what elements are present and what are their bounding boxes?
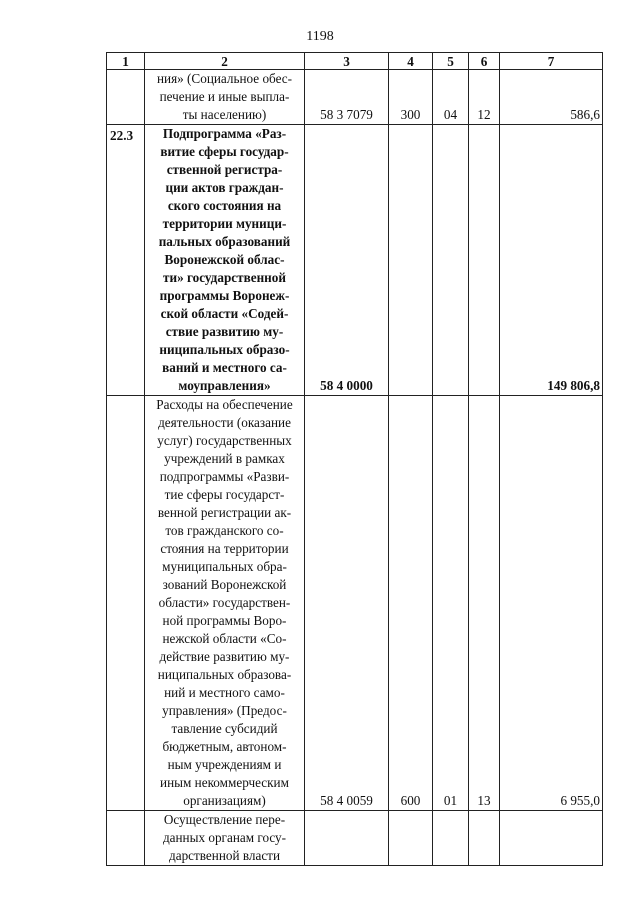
rz-code-cell — [433, 125, 469, 396]
sum-cell — [500, 811, 603, 866]
rz-code-cell — [433, 811, 469, 866]
sum-cell: 6 955,0 — [500, 396, 603, 811]
description-line: ского состояния на — [167, 198, 282, 213]
table-header-row — [107, 53, 603, 70]
description-line: организациям) — [183, 793, 266, 808]
rz-code-cell: 01 — [433, 396, 469, 811]
row-number-cell — [107, 811, 145, 866]
description-cell — [145, 396, 305, 811]
description-line: ной программы Воро- — [162, 613, 287, 628]
table-row — [107, 70, 603, 125]
sum-cell: 149 806,8 — [500, 125, 603, 396]
pr-code-cell — [469, 811, 500, 866]
header-cell: 4 — [389, 53, 433, 70]
description-line: муниципальных обра- — [162, 559, 287, 574]
header-cell: 2 — [145, 53, 305, 70]
description-cell — [145, 125, 305, 396]
pr-code-cell: 12 — [469, 70, 500, 125]
description-cell — [145, 70, 305, 125]
description-line: Расходы на обеспечение — [156, 397, 293, 412]
description-line: зований Воронежской — [162, 577, 287, 592]
description-line: печение и иные выпла- — [159, 89, 290, 104]
vr-code-cell — [389, 811, 433, 866]
description-line: витие сферы государ- — [160, 144, 289, 159]
description-line: ваний и местного са- — [162, 360, 287, 375]
page-number: 1198 — [306, 29, 334, 44]
description-line: ской области «Содей- — [160, 306, 289, 321]
description-line: ции актов граждан- — [165, 180, 284, 195]
description-line: области» государствен- — [158, 595, 291, 610]
description-line: ниципальных образо- — [159, 342, 290, 357]
table-row — [107, 811, 603, 866]
vr-code-cell: 600 — [389, 396, 433, 811]
table-row — [107, 396, 603, 811]
csr-code-cell: 58 4 0059 — [305, 396, 389, 811]
description-line: территории муници- — [162, 216, 287, 231]
description-line: ным учреждениям и — [167, 757, 282, 772]
description-line: ствие развитию му- — [165, 324, 284, 339]
sum-cell: 586,6 — [500, 70, 603, 125]
description-line: услуг) государственных — [157, 433, 292, 448]
description-line: дарственной власти — [169, 848, 280, 863]
description-line: действие развитию му- — [159, 649, 290, 664]
description-line: тов гражданского со- — [165, 523, 284, 538]
description-line: тавление субсидий — [171, 721, 278, 736]
description-line: данных органам госу- — [162, 830, 287, 845]
rz-code-cell: 04 — [433, 70, 469, 125]
header-cell: 7 — [500, 53, 603, 70]
budget-table — [106, 52, 603, 866]
header-cell: 3 — [305, 53, 389, 70]
description-line: бюджетным, автоном- — [162, 739, 287, 754]
description-line: Подпрограмма «Раз- — [162, 126, 287, 141]
description-line: ния» (Социальное обес- — [156, 71, 293, 86]
description-line: программы Воронеж- — [159, 288, 290, 303]
description-line: пальных образований — [158, 234, 291, 249]
description-line: стояния на территории — [160, 541, 289, 556]
pr-code-cell: 13 — [469, 396, 500, 811]
description-line: Осуществление пере- — [163, 812, 286, 827]
header-cell: 5 — [433, 53, 469, 70]
description-line: деятельности (оказание — [158, 415, 291, 430]
description-line: тие сферы государст- — [164, 487, 285, 502]
vr-code-cell — [389, 125, 433, 396]
description-cell — [145, 811, 305, 866]
csr-code-cell — [305, 811, 389, 866]
description-line: Воронежской облас- — [164, 252, 285, 267]
description-line: моуправления» — [178, 378, 271, 393]
header-cell: 1 — [107, 53, 145, 70]
row-number-cell: 22.3 — [107, 125, 145, 396]
description-line: иным некоммерческим — [160, 775, 289, 790]
row-number-cell — [107, 396, 145, 811]
description-line: ниципальных образова- — [157, 667, 292, 682]
description-line: ти» государственной — [163, 270, 286, 285]
description-line: ты населению) — [182, 107, 267, 122]
csr-code-cell: 58 3 7079 — [305, 70, 389, 125]
description-line: управления» (Предос- — [162, 703, 287, 718]
description-line: учреждений в рамках — [164, 451, 285, 466]
vr-code-cell: 300 — [389, 70, 433, 125]
description-line: нежской области «Со- — [162, 631, 287, 646]
description-line: ний и местного само- — [164, 685, 285, 700]
csr-code-cell: 58 4 0000 — [305, 125, 389, 396]
description-line: подпрограммы «Разви- — [159, 469, 290, 484]
description-line: ственной регистра- — [166, 162, 283, 177]
header-cell: 6 — [469, 53, 500, 70]
pr-code-cell — [469, 125, 500, 396]
row-number-cell — [107, 70, 145, 125]
description-line: венной регистрации ак- — [157, 505, 292, 520]
table-row — [107, 125, 603, 396]
